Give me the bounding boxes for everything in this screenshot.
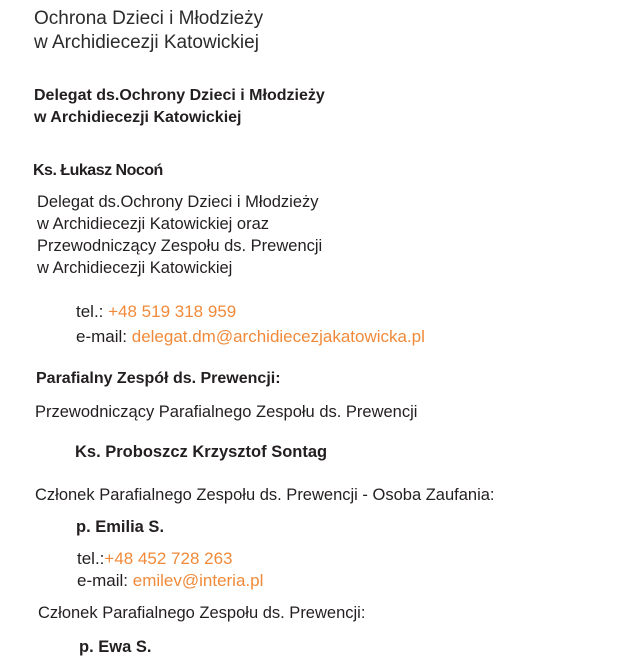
trust-person-role: Członek Parafialnego Zespołu ds. Prewencji - Osoba Zaufania: bbox=[35, 486, 495, 504]
delegate-description-line-4: w Archidiecezji Katowickiej bbox=[37, 259, 233, 277]
trust-phone-row bbox=[77, 548, 263, 570]
delegate-heading-line-1: Delegat ds.Ochrony Dzieci i Młodzieży bbox=[34, 87, 325, 104]
delegate-name: Ks. Łukasz Nocoń bbox=[33, 162, 163, 179]
chair-name: Ks. Proboszcz Krzysztof Sontag bbox=[75, 443, 328, 461]
delegate-phone-row bbox=[76, 299, 425, 324]
delegate-description-line-3: Przewodniczący Zespołu ds. Prewencji bbox=[37, 237, 323, 255]
trust-email-link[interactable]: emilev@interia.pl bbox=[132, 571, 264, 590]
title-line-2: w Archidiecezji Katowickiej bbox=[34, 32, 259, 53]
delegate-description bbox=[37, 191, 322, 279]
member-name: p. Ewa S. bbox=[79, 638, 152, 656]
page-title bbox=[34, 7, 263, 55]
delegate-heading bbox=[34, 85, 325, 129]
trust-email-label: e-mail: bbox=[77, 571, 133, 590]
delegate-email-label: e-mail: bbox=[76, 327, 132, 346]
delegate-description-line-1: Delegat ds.Ochrony Dzieci i Młodzieży bbox=[37, 193, 319, 211]
trust-person-name: p. Emilia S. bbox=[76, 518, 165, 536]
chair-role: Przewodniczący Parafialnego Zespołu ds. Prewencji bbox=[35, 403, 418, 421]
title-line-1: Ochrona Dzieci i Młodzieży bbox=[34, 8, 264, 29]
member-role: Członek Parafialnego Zespołu ds. Prewencji: bbox=[38, 604, 366, 622]
trust-phone-link[interactable]: +48 452 728 263 bbox=[104, 549, 233, 568]
trust-email-row bbox=[77, 570, 263, 592]
delegate-phone-label: tel.: bbox=[76, 302, 109, 321]
delegate-heading-line-2: w Archidiecezji Katowickiej bbox=[34, 109, 242, 126]
delegate-email-row bbox=[76, 324, 425, 349]
parish-team-heading: Parafialny Zespół ds. Prewencji: bbox=[36, 370, 281, 387]
delegate-contact bbox=[76, 299, 425, 349]
delegate-description-line-2: w Archidiecezji Katowickiej oraz bbox=[37, 215, 270, 233]
trust-person-contact bbox=[77, 548, 263, 592]
trust-phone-label: tel.: bbox=[77, 549, 105, 568]
delegate-email-link[interactable]: delegat.dm@archidiecezjakatowicka.pl bbox=[131, 327, 425, 346]
delegate-phone-link[interactable]: +48 519 318 959 bbox=[108, 302, 237, 321]
